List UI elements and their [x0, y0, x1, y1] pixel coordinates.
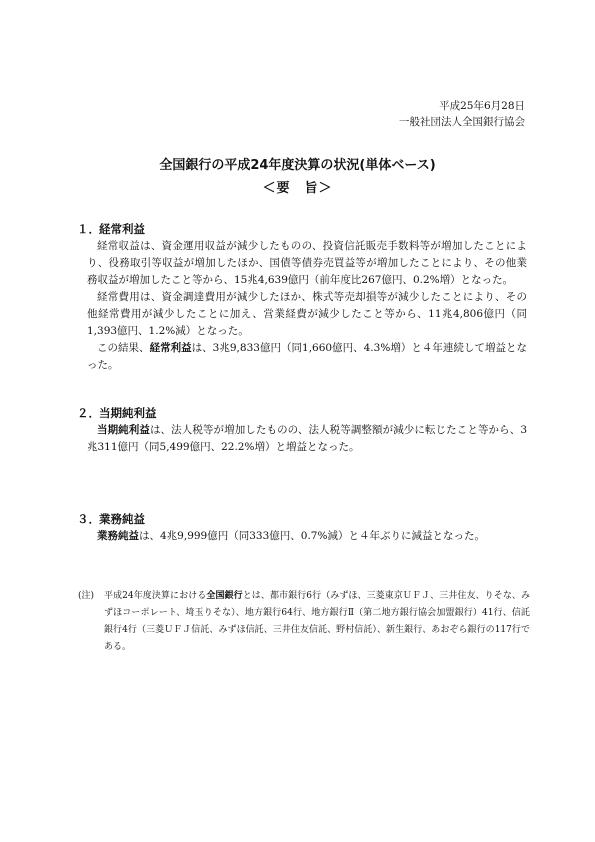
text-run: とは、都市銀行6行（みずほ、三菱東京ＵＦＪ、三井住友、りそな、みずほコーポレート、埼玉りそな）、地方銀行64行、地方銀行Ⅱ（第二地方銀行協会加盟銀行）41行、信託銀行4行（三菱ＵＦＪ信託、みずほ信託、三井住友信託、野村信託）、新生銀行、あおぞら銀行の117行である。	[104, 591, 531, 652]
text-run: は、法人税等が増加したものの、法人税等調整額が減少に転じたこと等から、3兆311億円（同5,499億円、22.2%増）と増益となった。	[87, 424, 527, 453]
bold-term: 経常利益	[149, 342, 192, 354]
paragraph-ordinary-income: 経常収益は、資金運用収益が減少したものの、投資信託販売手数料等が増加したことにより、役務取引等収益が増加したほか、国債等債券売買益等が増加したことにより、その他業務収益が増加したこと等から、15兆4,639億円（前年度比267億円、0.2%増）となった。	[87, 240, 527, 286]
section-core-business-profit	[77, 510, 527, 545]
bold-term: 当期純利益	[97, 424, 150, 436]
section-ordinary-profit	[77, 220, 527, 374]
footnote	[78, 588, 530, 656]
paragraph-ordinary-profit-result	[87, 340, 527, 374]
section-number: １．	[77, 222, 100, 236]
section-heading	[77, 404, 527, 422]
document-title: 全国銀行の平成24年度決算の状況(単体ベース)	[159, 158, 436, 173]
section-body	[87, 238, 527, 374]
section-title: 業務純益	[99, 512, 145, 526]
footnote-text	[104, 588, 530, 656]
section-title: 当期純利益	[99, 406, 157, 420]
bold-term: 業務純益	[97, 530, 139, 542]
section-number: ３．	[77, 512, 100, 526]
header-block	[399, 99, 525, 130]
paragraph-core-business-profit	[87, 528, 527, 545]
section-number: ２．	[77, 406, 100, 420]
document-date: 平成25年6月28日	[439, 100, 525, 112]
paragraph-net-income	[87, 422, 527, 456]
issuing-organization: 一般社団法人全国銀行協会	[399, 115, 525, 128]
section-body	[87, 422, 527, 456]
document-subtitle: ＜要 旨＞	[262, 181, 333, 196]
text-run: は、4兆9,999億円（同333億円、0.7%減）と４年ぶりに減益となった。	[139, 530, 485, 542]
text-run: は、3兆9,833億円（同1,660億円、4.3%増）と４年連続して増益となった。	[87, 342, 527, 371]
text-run: 平成24年度決算における	[104, 591, 207, 601]
paragraph-ordinary-expenses: 経常費用は、資金調達費用が減少したほか、株式等売却損等が減少したことにより、その他経常費用が減少したことに加え、営業経費が減少したこと等から、11兆4,806億円（同1,393億円、1.2%減）となった。	[87, 291, 527, 337]
section-net-income	[77, 404, 527, 456]
section-heading	[77, 510, 527, 528]
section-body	[87, 528, 527, 545]
section-heading	[77, 220, 527, 238]
bold-term: 全国銀行	[206, 591, 243, 601]
section-title: 経常利益	[99, 222, 145, 236]
text-run: この結果、	[97, 342, 150, 354]
footnote-label: (注)	[78, 591, 95, 601]
